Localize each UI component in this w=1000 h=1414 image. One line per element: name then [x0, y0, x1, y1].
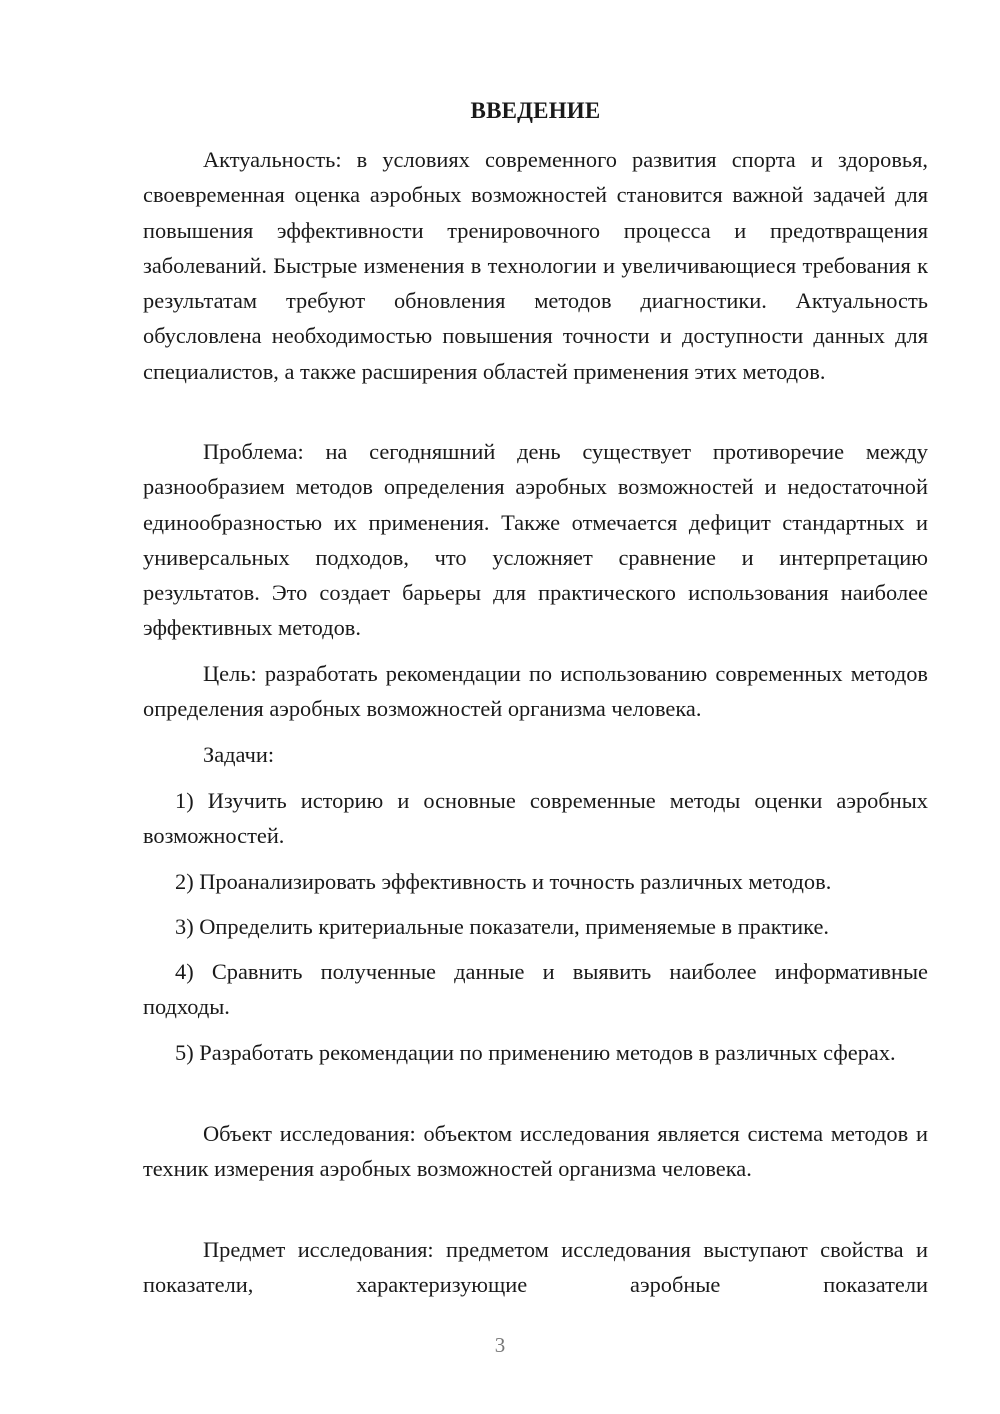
paragraph-relevance: Актуальность: в условиях современного развития спорта и здоровья, своевременная оценка аэробных возможностей становится важной задачей для повышения эффективности тренировочного процесса и предотвращения заболеваний. Быстрые изменения в технологии и увеличивающиеся требования к результатам требуют обновления методов диагностики. Актуальность обусловлена необходимостью повышения точности и доступности данных для специалистов, а также расширения областей применения этих методов. — [143, 147, 928, 384]
paragraph-problem-block — [143, 434, 928, 646]
paragraph-goal-block — [143, 656, 928, 727]
paragraph-subject-block — [143, 1232, 928, 1303]
task-item: 5) Разработать рекомендации по применению методов в различных сферах. — [175, 1040, 896, 1065]
paragraph-object-block — [143, 1116, 928, 1187]
task-5-block — [143, 1035, 928, 1070]
task-item: 2) Проанализировать эффективность и точность различных методов. — [175, 869, 832, 894]
task-2-block — [143, 864, 928, 899]
paragraph-problem: Проблема: на сегодняшний день существует противоречие между разнообразием методов определения аэробных возможностей и недостаточной единообразностью их применения. Также отмечается дефицит стандартных и универсальных подходов, что усложняет сравнение и интерпретацию результатов. Это создает барьеры для практического использования наиболее эффективных методов. — [143, 439, 928, 641]
task-item: 3) Определить критериальные показатели, применяемые в практике. — [175, 914, 830, 939]
task-item: 1) Изучить историю и основные современные методы оценки аэробных возможностей. — [143, 788, 928, 849]
section-title: ВВЕДЕНИЕ — [470, 98, 601, 123]
paragraph-object: Объект исследования: объектом исследования является система методов и техник измерения аэробных возможностей организма человека. — [143, 1121, 928, 1182]
task-item: 4) Сравнить полученные данные и выявить наиболее информативные подходы. — [143, 959, 928, 1020]
task-3-block — [143, 909, 928, 944]
page-number: 3 — [494, 1333, 506, 1357]
paragraph-relevance-block — [143, 142, 928, 389]
task-4-block — [143, 954, 928, 1025]
paragraph-goal: Цель: разработать рекомендации по использованию современных методов определения аэробных возможностей организма человека. — [143, 661, 928, 722]
paragraph-tasks-heading: Задачи: — [203, 742, 275, 767]
paragraph-subject: Предмет исследования: предметом исследования выступают свойства и показатели, характеризующие аэробные показатели — [143, 1237, 928, 1298]
paragraph-tasks-heading-block — [143, 737, 928, 772]
task-1-block — [143, 783, 928, 854]
